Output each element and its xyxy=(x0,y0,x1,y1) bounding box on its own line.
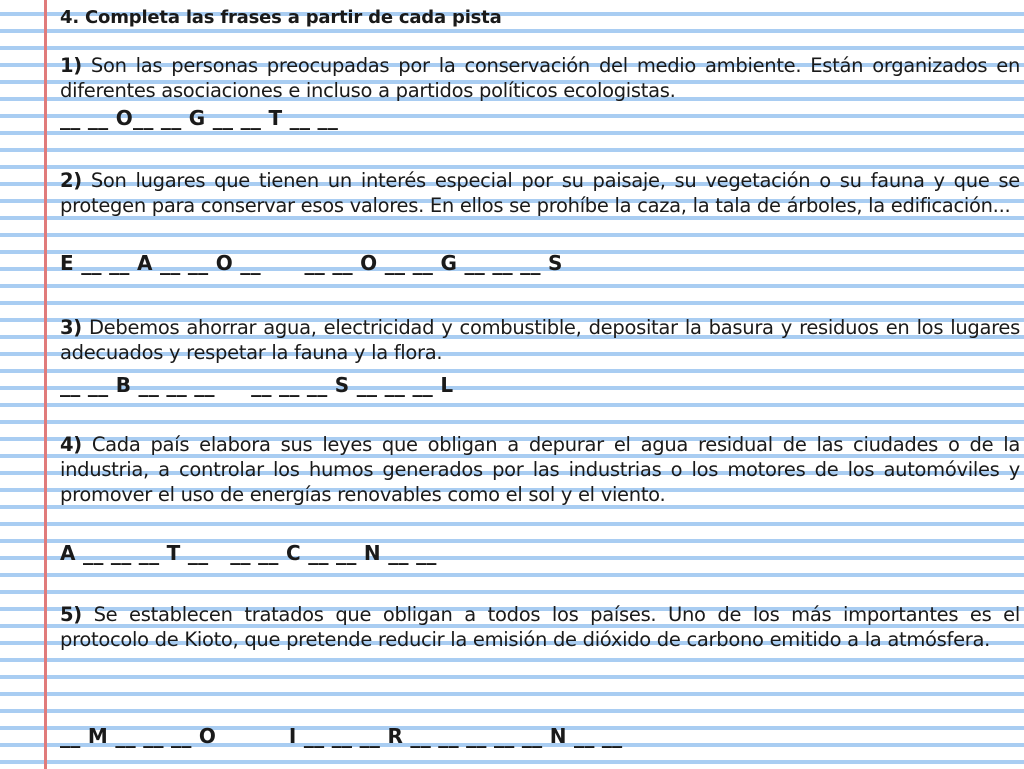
clue-3 xyxy=(60,315,1020,365)
clue-1-number: 1) xyxy=(60,54,82,77)
clue-3-text: Debemos ahorrar agua, electricidad y combustible, depositar la basura y residuos en los lugares adecuados y respetar la fauna y la flora. xyxy=(60,316,1020,364)
exercise-title: 4. Completa las frases a partir de cada pista xyxy=(60,7,502,28)
clue-2 xyxy=(60,168,1020,218)
clue-4-answer[interactable]: A __ __ __ T __ __ __ C __ __ N __ __ xyxy=(60,541,437,565)
clue-5-answer[interactable]: __ M __ __ __ O I __ __ __ R __ __ __ __ __ N __ __ xyxy=(60,724,623,748)
clue-1 xyxy=(60,53,1020,103)
clue-1-text: Son las personas preocupadas por la conservación del medio ambiente. Están organizados en diferentes asociaciones e incluso a partidos políticos ecologistas. xyxy=(60,54,1020,102)
clue-4-number: 4) xyxy=(60,433,82,456)
notebook-margin-line xyxy=(44,0,47,769)
clue-1-answer[interactable]: __ __ O__ __ G __ __ T __ __ xyxy=(60,106,339,130)
clue-3-answer[interactable]: __ __ B __ __ __ __ __ __ S __ __ __ L xyxy=(60,373,454,397)
clue-3-number: 3) xyxy=(60,316,82,339)
clue-5-number: 5) xyxy=(60,603,82,626)
clue-4-text: Cada país elabora sus leyes que obligan a depurar el agua residual de las ciudades o de la industria, a controlar los humos generados por las industrias o los motores de los automóviles y promover el uso de energías renovables como el sol y el viento. xyxy=(60,433,1020,506)
clue-2-answer[interactable]: E __ __ A __ __ O __ __ __ O __ __ G __ __ __ S xyxy=(60,251,563,275)
clue-5-text: Se establecen tratados que obligan a todos los países. Uno de los más importantes es el protocolo de Kioto, que pretende reducir la emisión de dióxido de carbono emitido a la atmósfera. xyxy=(60,603,1020,651)
clue-2-number: 2) xyxy=(60,169,82,192)
clue-2-text: Son lugares que tienen un interés especial por su paisaje, su vegetación o su fauna y que se protegen para conservar esos valores. En ellos se prohíbe la caza, la tala de árboles, la edificación... xyxy=(60,169,1020,217)
clue-5 xyxy=(60,602,1020,652)
clue-4 xyxy=(60,432,1020,507)
